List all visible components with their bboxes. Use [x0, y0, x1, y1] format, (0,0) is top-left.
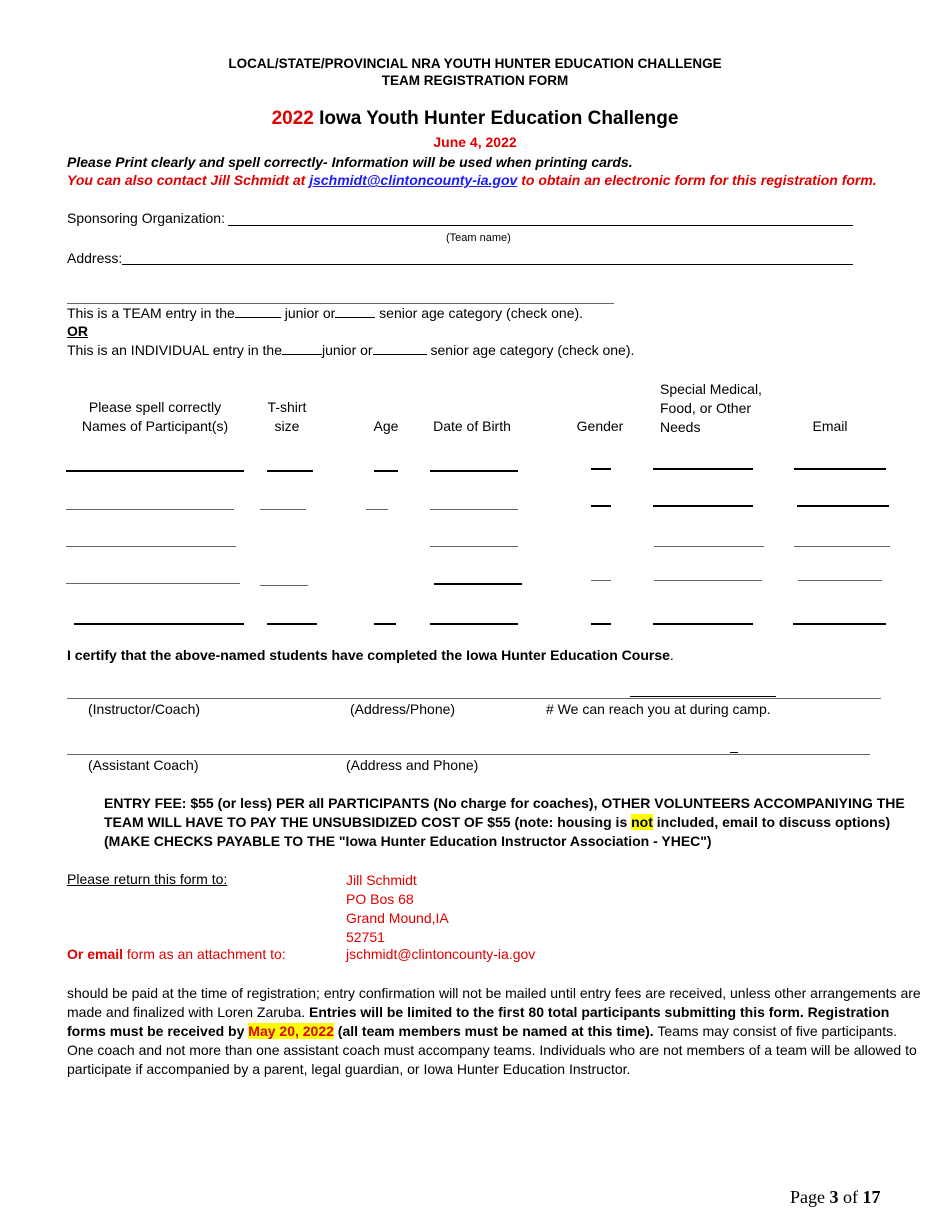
- address-label: Address:: [67, 250, 123, 266]
- row5-email-line[interactable]: [793, 623, 886, 625]
- row5-name-line[interactable]: [74, 623, 244, 625]
- team-entry-line: This is a TEAM entry in the junior or senior age category (check one).: [67, 305, 584, 321]
- row4-tshirt-line[interactable]: [260, 585, 308, 586]
- registration-terms: should be paid at the time of registration; entry confirmation will not be mailed until entry fees are received, unless other arrangements are made and finalized with Loren Zaruba. Entries will be limited to the first 80 total participants submitting this form. Registration forms must be received by May 20, 2022 (all team members must be named at this time). Teams may consist of five participants. One coach and not more than one assistant coach must accompany teams. Individuals who are not members of a team will be allowed to participate if accompanied by a parent, legal guardian, or Iowa Hunter Education Instructor.: [67, 985, 921, 1077]
- contact-instruction: You can also contact Jill Schmidt at jschmidt@clintoncounty-ia.gov to obtain an electronic form for this registration form.: [67, 172, 877, 188]
- row2-tshirt-line[interactable]: [260, 509, 306, 510]
- event-title: [0, 108, 950, 130]
- row4-dob-line[interactable]: [434, 583, 522, 585]
- individual-entry-line: This is an INDIVIDUAL entry in the junior or senior age category (check one).: [67, 342, 635, 358]
- row1-name-line[interactable]: [66, 470, 244, 472]
- print-instruction: Please Print clearly and spell correctly- Information will be used when printing cards.: [67, 154, 633, 170]
- row5-gender-line[interactable]: [591, 623, 611, 625]
- assistant-label: (Assistant Coach): [88, 757, 199, 773]
- row2-name-line[interactable]: [66, 509, 234, 510]
- instructor-address-label: (Address/Phone): [350, 701, 456, 717]
- page-number: Page 3 of 17: [790, 1187, 881, 1207]
- row4-needs-line[interactable]: [654, 580, 762, 581]
- header-line-1: LOCAL/STATE/PROVINCIAL NRA YOUTH HUNTER EDUCATION CHALLENGE: [228, 56, 722, 71]
- instructor-signature-line[interactable]: [67, 698, 881, 699]
- row3-needs-line[interactable]: [654, 546, 764, 547]
- header-line-2: TEAM REGISTRATION FORM: [381, 73, 569, 88]
- row2-needs-line[interactable]: [653, 505, 753, 507]
- col-header-email: Email: [812, 418, 848, 434]
- return-label: Please return this form to:: [67, 871, 228, 887]
- row1-age-line[interactable]: [374, 470, 398, 472]
- team-name-hint: (Team name): [446, 232, 511, 244]
- return-zip: 52751: [346, 929, 385, 945]
- row1-needs-line[interactable]: [653, 468, 753, 470]
- row4-email-line[interactable]: [798, 580, 882, 581]
- col-header-gender: Gender: [576, 418, 624, 434]
- return-address: [346, 871, 449, 947]
- row4-name-line[interactable]: [66, 583, 240, 584]
- entry-fee-note: ENTRY FEE: $55 (or less) PER all PARTICIPANTS (No charge for coaches), OTHER VOLUNTEERS ACCOMPANIYING THE TEAM WILL HAVE TO PAY THE UNSUBSIDIZED COST OF $55 (note: housing is not included, email to discuss options) (MAKE CHECKS PAYABLE TO THE "Iowa Hunter Education Instructor Association - YHEC"): [104, 795, 905, 849]
- event-year: 2022: [271, 108, 314, 129]
- contact-email-link[interactable]: jschmidt@clintoncounty-ia.gov: [309, 172, 518, 188]
- event-name: Iowa Youth Hunter Education Challenge: [319, 108, 679, 129]
- divider-line: [67, 303, 614, 304]
- row5-needs-line[interactable]: [653, 623, 753, 625]
- row1-email-line[interactable]: [794, 468, 886, 470]
- return-box: PO Bos 68: [346, 891, 414, 907]
- row5-age-line[interactable]: [374, 623, 396, 625]
- certify-statement: I certify that the above-named students have completed the Iowa Hunter Education Course.: [67, 647, 674, 663]
- address-line[interactable]: [122, 264, 853, 265]
- sponsoring-org-line[interactable]: [228, 225, 853, 226]
- row4-gender-line[interactable]: [591, 580, 611, 581]
- sponsoring-org-label: Sponsoring Organization:: [67, 210, 225, 226]
- instructor-phone-line[interactable]: [630, 696, 776, 697]
- assistant-signature-line[interactable]: [67, 754, 870, 755]
- row5-tshirt-line[interactable]: [267, 623, 317, 625]
- row2-email-line[interactable]: [797, 505, 889, 507]
- row3-dob-line[interactable]: [430, 546, 518, 547]
- row2-dob-line[interactable]: [430, 509, 518, 510]
- row2-gender-line[interactable]: [591, 505, 611, 507]
- row1-tshirt-line[interactable]: [267, 470, 313, 472]
- team-senior-check[interactable]: [335, 305, 375, 318]
- col-header-names: Please spell correctly Names of Participant(s): [81, 399, 229, 434]
- return-city: Grand Mound,IA: [346, 910, 449, 926]
- assistant-address-label: (Address and Phone): [346, 757, 479, 773]
- row1-gender-line[interactable]: [591, 468, 611, 470]
- row3-email-line[interactable]: [794, 546, 890, 547]
- instructor-label: (Instructor/Coach): [88, 701, 201, 717]
- row1-dob-line[interactable]: [430, 470, 518, 472]
- individual-senior-check[interactable]: [373, 342, 427, 355]
- col-header-tshirt: T-shirt size: [267, 399, 307, 434]
- deadline-highlight: May 20, 2022: [248, 1023, 334, 1039]
- return-email[interactable]: jschmidt@clintoncounty-ia.gov: [346, 946, 536, 962]
- col-header-dob: Date of Birth: [433, 418, 511, 434]
- not-highlight: not: [631, 814, 653, 830]
- row5-dob-line[interactable]: [430, 623, 518, 625]
- or-label: OR: [67, 323, 88, 339]
- return-name: Jill Schmidt: [346, 872, 417, 888]
- form-header: [0, 55, 950, 89]
- col-header-age: Age: [373, 418, 399, 434]
- event-date: June 4, 2022: [433, 134, 517, 150]
- team-junior-check[interactable]: [235, 305, 281, 318]
- individual-junior-check[interactable]: [282, 342, 322, 355]
- reach-label: # We can reach you at during camp.: [546, 701, 771, 717]
- row3-name-line[interactable]: [66, 546, 236, 547]
- or-email-label: Or email form as an attachment to:: [67, 946, 286, 962]
- assistant-mark: [730, 752, 738, 753]
- col-header-special: Special Medical, Food, or Other Needs: [660, 381, 762, 435]
- row2-age-line[interactable]: [366, 509, 388, 510]
